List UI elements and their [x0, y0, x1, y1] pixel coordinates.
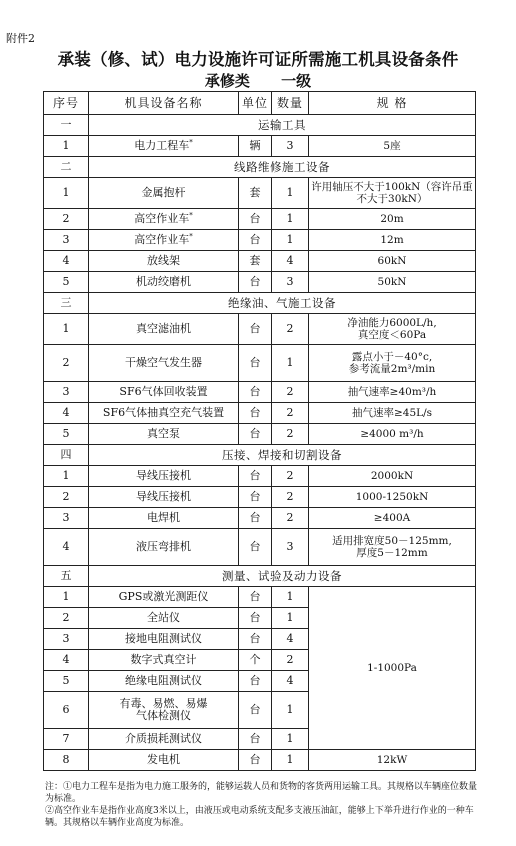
qty-cell: 4: [272, 671, 309, 692]
footnote-1: 注：①电力工程车是指为电力施工服务的，能够运载人员和货物的客货两用运输工具。其规格以车辆座位数量为标准。: [45, 782, 478, 804]
qty-cell: 1: [272, 178, 309, 209]
section-number: 三: [44, 293, 89, 314]
qty-cell: 2: [272, 508, 309, 529]
spec-cell: 适用排宽度50－125mm, 厚度5－12mm: [309, 529, 476, 566]
unit-cell: 台: [239, 382, 272, 403]
section-title: 测量、试验及动力设备: [89, 566, 476, 587]
header-spec: 规 格: [309, 92, 476, 115]
qty-cell: 1: [272, 345, 309, 382]
qty-cell: 3: [272, 272, 309, 293]
qty-cell: 1: [272, 209, 309, 230]
footnote-2: ②高空作业车是指作业高度3米以上，由液压或电动系统支配多支液压油缸，能够上下举升进行作业的一种车辆。其规格以车辆作业高度为标准。: [45, 806, 474, 828]
spec-cell: 2000kN: [309, 466, 476, 487]
table-row: [44, 314, 476, 345]
table-row: [44, 529, 476, 566]
row-no: 1: [44, 466, 89, 487]
row-no: 5: [44, 272, 89, 293]
unit-cell: 台: [239, 424, 272, 445]
row-no: 1: [44, 178, 89, 209]
equipment-name: SF6气体回收装置: [89, 382, 239, 403]
row-no: 5: [44, 671, 89, 692]
header-qty: 数量: [272, 92, 309, 115]
unit-cell: 辆: [239, 136, 272, 157]
equipment-name: 电力工程车*: [89, 136, 239, 157]
unit-cell: 套: [239, 178, 272, 209]
unit-cell: 台: [239, 345, 272, 382]
row-no: 1: [44, 136, 89, 157]
row-no: 1: [44, 314, 89, 345]
unit-cell: 台: [239, 671, 272, 692]
section-row: [44, 566, 476, 587]
equipment-name: 真空滤油机: [89, 314, 239, 345]
spec-cell: 抽气速率≥45L/s: [309, 403, 476, 424]
row-no: 2: [44, 487, 89, 508]
section-number: 五: [44, 566, 89, 587]
unit-cell: 台: [239, 587, 272, 608]
unit-cell: 台: [239, 487, 272, 508]
table-row: [44, 382, 476, 403]
table-row: [44, 345, 476, 382]
section-row: [44, 293, 476, 314]
footnotes: [45, 781, 477, 829]
section-row: [44, 115, 476, 136]
attachment-label: 附件2: [6, 32, 35, 45]
equipment-name: 干燥空气发生器: [89, 345, 239, 382]
spec-cell: 12m: [309, 230, 476, 251]
row-no: 1: [44, 587, 89, 608]
spec-cell: 净油能力6000L/h, 真空度＜60Pa: [309, 314, 476, 345]
unit-cell: 台: [239, 692, 272, 729]
unit-cell: 个: [239, 650, 272, 671]
equipment-name: 金属抱杆: [89, 178, 239, 209]
spec-cell: 5座: [309, 136, 476, 157]
equipment-name: GPS或激光测距仪: [89, 587, 239, 608]
equipment-name: 放线架: [89, 251, 239, 272]
row-no: 4: [44, 650, 89, 671]
table-row: [44, 136, 476, 157]
section-number: 四: [44, 445, 89, 466]
equipment-name: 机动绞磨机: [89, 272, 239, 293]
equipment-name: 高空作业车*: [89, 209, 239, 230]
unit-cell: 台: [239, 729, 272, 750]
qty-cell: 2: [272, 487, 309, 508]
equipment-name: SF6气体抽真空充气装置: [89, 403, 239, 424]
footnote-mark: *: [189, 232, 193, 241]
section-number: 二: [44, 157, 89, 178]
qty-cell: 2: [272, 314, 309, 345]
table-row: [44, 424, 476, 445]
unit-cell: 台: [239, 629, 272, 650]
section-number: 一: [44, 115, 89, 136]
spec-cell: 60kN: [309, 251, 476, 272]
table-row: [44, 178, 476, 209]
unit-cell: 台: [239, 466, 272, 487]
table-header-row: [44, 92, 476, 115]
qty-cell: 3: [272, 136, 309, 157]
document-title: 承装（修、试）电力设施许可证所需施工机具设备条件: [57, 50, 459, 69]
row-no: 3: [44, 508, 89, 529]
unit-cell: 台: [239, 230, 272, 251]
table-row: [44, 272, 476, 293]
row-no: 2: [44, 209, 89, 230]
qty-cell: 2: [272, 650, 309, 671]
header-no: 序号: [44, 92, 89, 115]
section-row: [44, 445, 476, 466]
section-title: 运输工具: [89, 115, 476, 136]
unit-cell: 台: [239, 608, 272, 629]
equipment-name: 高空作业车*: [89, 230, 239, 251]
merged-spec-cell: 1-1000Pa: [309, 587, 476, 750]
section-title: 绝缘油、气施工设备: [89, 293, 476, 314]
equipment-name: 介质损耗测试仪: [89, 729, 239, 750]
qty-cell: 1: [272, 587, 309, 608]
unit-cell: 台: [239, 529, 272, 566]
qty-cell: 2: [272, 382, 309, 403]
qty-cell: 4: [272, 629, 309, 650]
table-row: [44, 209, 476, 230]
row-no: 3: [44, 629, 89, 650]
equipment-name: 真空泵: [89, 424, 239, 445]
spec-cell: ≥4000 m³/h: [309, 424, 476, 445]
unit-cell: 台: [239, 314, 272, 345]
footnote-mark: *: [189, 211, 193, 220]
row-no: 3: [44, 230, 89, 251]
header-name: 机具设备名称: [89, 92, 239, 115]
unit-cell: 台: [239, 272, 272, 293]
spec-cell: 许用轴压不大于100kN（容许吊重不大于30kN）: [309, 178, 476, 209]
row-no: 4: [44, 403, 89, 424]
unit-cell: 台: [239, 403, 272, 424]
equipment-name: 导线压接机: [89, 466, 239, 487]
equipment-name: 电焊机: [89, 508, 239, 529]
row-no: 8: [44, 750, 89, 771]
section-title: 线路维修施工设备: [89, 157, 476, 178]
qty-cell: 1: [272, 750, 309, 771]
row-no: 2: [44, 608, 89, 629]
unit-cell: 台: [239, 209, 272, 230]
table-row: [44, 230, 476, 251]
header-unit: 单位: [239, 92, 272, 115]
table-row: [44, 750, 476, 771]
row-no: 4: [44, 529, 89, 566]
table-row: [44, 587, 476, 608]
equipment-name: 全站仪: [89, 608, 239, 629]
spec-cell: 50kN: [309, 272, 476, 293]
equipment-name: 接地电阻测试仪: [89, 629, 239, 650]
section-title: 压接、焊接和切割设备: [89, 445, 476, 466]
document-subtitle: 承修类 一级: [204, 72, 312, 90]
row-no: 5: [44, 424, 89, 445]
unit-cell: 台: [239, 508, 272, 529]
spec-cell: 12kW: [309, 750, 476, 771]
qty-cell: 1: [272, 729, 309, 750]
equipment-name: 数字式真空计: [89, 650, 239, 671]
equipment-name: 绝缘电阻测试仪: [89, 671, 239, 692]
row-no: 6: [44, 692, 89, 729]
qty-cell: 3: [272, 529, 309, 566]
qty-cell: 1: [272, 230, 309, 251]
row-no: 4: [44, 251, 89, 272]
table-row: [44, 403, 476, 424]
unit-cell: 套: [239, 251, 272, 272]
row-no: 2: [44, 345, 89, 382]
qty-cell: 4: [272, 251, 309, 272]
section-row: [44, 157, 476, 178]
equipment-table: [43, 91, 476, 771]
qty-cell: 2: [272, 424, 309, 445]
equipment-name: 导线压接机: [89, 487, 239, 508]
spec-cell: 露点小于－40°c, 参考流量2m³/min: [309, 345, 476, 382]
spec-cell: 20m: [309, 209, 476, 230]
spec-cell: 抽气速率≥40m³/h: [309, 382, 476, 403]
unit-cell: 台: [239, 750, 272, 771]
table-row: [44, 251, 476, 272]
table-row: [44, 487, 476, 508]
row-no: 3: [44, 382, 89, 403]
equipment-name: 液压弯排机: [89, 529, 239, 566]
table-row: [44, 466, 476, 487]
table-row: [44, 508, 476, 529]
spec-cell: ≥400A: [309, 508, 476, 529]
qty-cell: 2: [272, 466, 309, 487]
spec-cell: 1000-1250kN: [309, 487, 476, 508]
qty-cell: 2: [272, 403, 309, 424]
row-no: 7: [44, 729, 89, 750]
qty-cell: 1: [272, 692, 309, 729]
qty-cell: 1: [272, 608, 309, 629]
equipment-name: 发电机: [89, 750, 239, 771]
equipment-name: 有毒、易燃、易爆 气体检测仪: [89, 692, 239, 729]
footnote-mark: *: [189, 138, 193, 147]
